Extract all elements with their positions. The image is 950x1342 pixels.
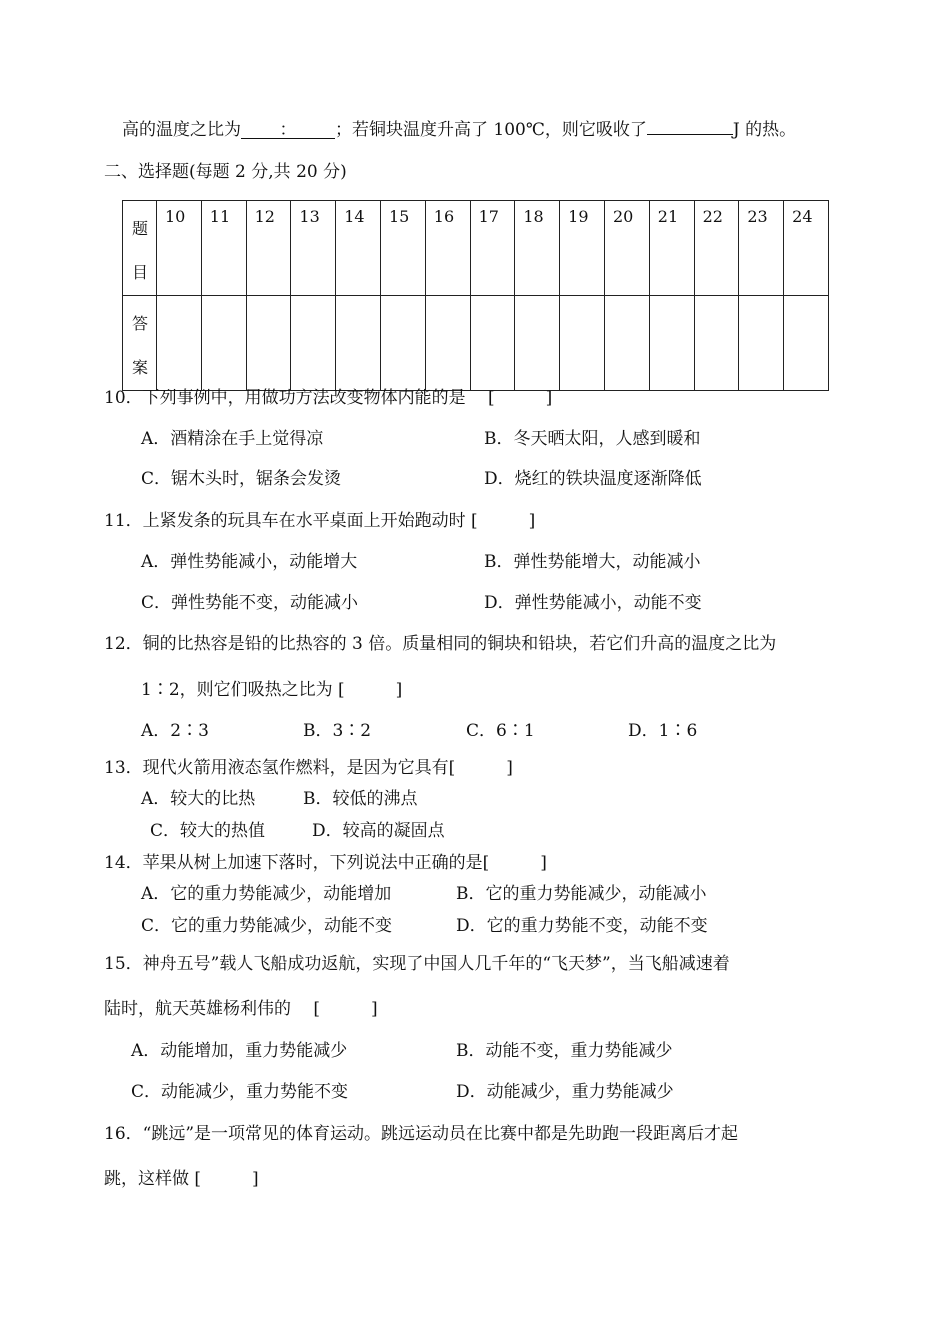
q13-option-a: A．较大的比热 — [141, 789, 256, 809]
q12-option-b: B．3∶2 — [303, 721, 372, 741]
q14-option-a: A．它的重力势能减少，动能增加 — [141, 884, 392, 904]
answer-cell[interactable] — [291, 296, 336, 391]
section-title: 二、选择题(每题 2 分,共 20 分) — [104, 162, 347, 182]
q12-option-c: C．6∶1 — [466, 721, 535, 741]
header-char: 目 — [132, 263, 149, 282]
q12-option-d: D．1∶6 — [628, 721, 698, 741]
q11-stem: 11．上紧发条的玩具车在水平桌面上开始跑动时 [ ] — [104, 511, 536, 531]
answer-cell[interactable] — [515, 296, 560, 391]
prev-question-tail — [122, 120, 796, 140]
answer-cell[interactable] — [380, 296, 425, 391]
number-cell: 16 — [425, 201, 470, 296]
number-cell: 15 — [380, 201, 425, 296]
answer-cell[interactable] — [336, 296, 381, 391]
q16-stem-line1: 16．“跳远”是一项常见的体育运动。跳远运动员在比赛中都是先助跑一段距离后才起 — [104, 1124, 739, 1144]
ratio-blank — [241, 122, 335, 139]
header-char: 案 — [132, 358, 149, 377]
header-cell-answer — [123, 296, 157, 391]
answer-cell[interactable] — [470, 296, 515, 391]
ratio-separator: ： — [279, 120, 297, 140]
q10-option-b: B．冬天晒太阳，人感到暖和 — [484, 429, 701, 449]
q13-stem: 13．现代火箭用液态氢作燃料，是因为它具有[ ] — [104, 758, 513, 778]
number-cell: 20 — [604, 201, 649, 296]
answer-cell[interactable] — [784, 296, 829, 391]
q13-option-d: D．较高的凝固点 — [312, 821, 445, 841]
q15-option-d: D．动能减少，重力势能减少 — [456, 1082, 674, 1102]
q14-option-d: D．它的重力势能不变，动能不变 — [456, 916, 708, 936]
answer-table — [122, 200, 829, 391]
q14-stem: 14．苹果从树上加速下落时，下列说法中正确的是[ ] — [104, 853, 547, 873]
number-cell: 21 — [649, 201, 694, 296]
prev-tail-middle: ；若铜块温度升高了 100℃，则它吸收了 — [335, 120, 647, 140]
number-cell: 17 — [470, 201, 515, 296]
number-cell: 13 — [291, 201, 336, 296]
q11-option-a: A．弹性势能减小，动能增大 — [141, 552, 358, 572]
header-char: 题 — [132, 219, 149, 238]
q11-option-d: D．弹性势能减小，动能不变 — [484, 593, 702, 613]
q13-option-b: B．较低的沸点 — [303, 789, 418, 809]
number-cell: 23 — [739, 201, 784, 296]
prev-tail-suffix: J 的热。 — [732, 120, 797, 140]
number-cell: 11 — [201, 201, 246, 296]
q15-stem-line2: 陆时，航天英雄杨利伟的 [ ] — [104, 999, 378, 1019]
number-cell: 12 — [246, 201, 291, 296]
q12-option-a: A．2∶3 — [141, 721, 209, 741]
number-cell: 18 — [515, 201, 560, 296]
answer-cell[interactable] — [246, 296, 291, 391]
q10-stem: 10．下列事例中，用做功方法改变物体内能的是 [ ] — [104, 388, 553, 408]
answer-cell[interactable] — [604, 296, 649, 391]
number-cell: 22 — [694, 201, 739, 296]
answer-cell[interactable] — [157, 296, 202, 391]
heat-blank — [647, 134, 733, 135]
number-cell: 19 — [560, 201, 605, 296]
q11-option-c: C．弹性势能不变，动能减小 — [141, 593, 359, 613]
answer-cell[interactable] — [649, 296, 694, 391]
answer-cell[interactable] — [201, 296, 246, 391]
q10-option-a: A．酒精涂在手上觉得凉 — [141, 429, 324, 449]
q12-stem-line1: 12．铜的比热容是铅的比热容的 3 倍。质量相同的铜块和铅块，若它们升高的温度之比为 — [104, 634, 777, 654]
header-cell-question — [123, 201, 157, 296]
q12-stem-line2: 1∶2，则它们吸热之比为 [ ] — [141, 680, 403, 700]
q15-option-a: A．动能增加，重力势能减少 — [131, 1041, 348, 1061]
q15-option-c: C．动能减少，重力势能不变 — [131, 1082, 349, 1102]
number-cell: 14 — [336, 201, 381, 296]
q16-stem-line2: 跳，这样做 [ ] — [104, 1169, 259, 1189]
q15-stem-line1: 15．神舟五号”载人飞船成功返航，实现了中国人几千年的“飞天梦”，当飞船减速着 — [104, 954, 730, 974]
q13-option-c: C．较大的热值 — [150, 821, 266, 841]
q10-option-d: D．烧红的铁块温度逐渐降低 — [484, 469, 702, 489]
number-cell: 10 — [157, 201, 202, 296]
answer-cell[interactable] — [694, 296, 739, 391]
table-row-answers — [123, 296, 829, 391]
q14-option-b: B．它的重力势能减少，动能减小 — [456, 884, 707, 904]
prev-tail-prefix: 高的温度之比为 — [122, 120, 241, 140]
q10-option-c: C．锯木头时，锯条会发烫 — [141, 469, 342, 489]
q14-option-c: C．它的重力势能减少，动能不变 — [141, 916, 393, 936]
header-char: 答 — [132, 314, 149, 333]
number-cell: 24 — [784, 201, 829, 296]
q15-option-b: B．动能不变，重力势能减少 — [456, 1041, 673, 1061]
table-row-numbers — [123, 201, 829, 296]
q11-option-b: B．弹性势能增大，动能减小 — [484, 552, 701, 572]
answer-cell[interactable] — [560, 296, 605, 391]
answer-cell[interactable] — [739, 296, 784, 391]
answer-cell[interactable] — [425, 296, 470, 391]
